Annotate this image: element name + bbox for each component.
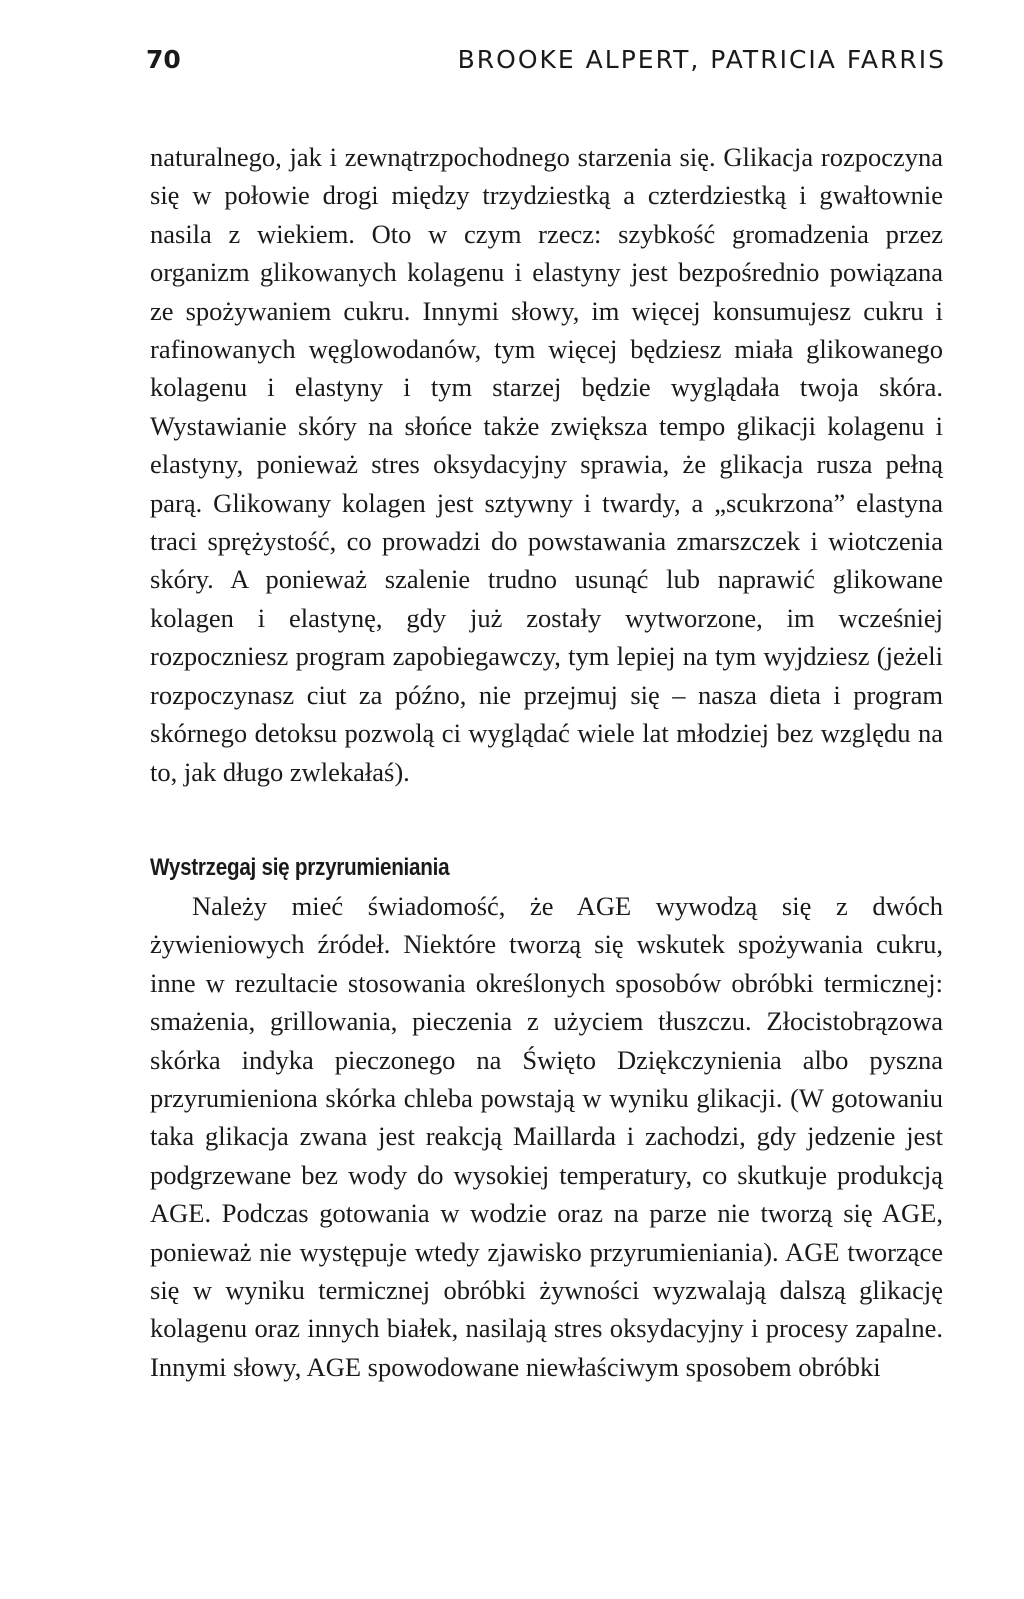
paragraph: Należy mieć świadomość, że AGE wywodzą się z dwóch żywieniowych źródeł. Niektóre tworzą się wskutek spożywania cukru, inne w rezultacie stosowania określonych sposobów obróbki termicznej: smażenia, grillowania, pieczenia z użyciem tłuszczu. Złocistobrązowa skórka indyka pieczonego na Święto Dziękczynienia albo pyszna przyrumieniona skórka chleba powstają w wyniku glikacji. (W gotowaniu taka glikacja zwana jest reakcją Maillarda i zachodzi, gdy jedzenie jest podgrzewane bez wody do wysokiej temperatury, co skutkuje produkcją AGE. Podczas gotowania w wodzie oraz na parze nie tworzą się AGE, ponieważ nie występuje wtedy zjawisko przyrumieniania). AGE tworzące się w wyniku termicznej obróbki żywności wyzwalają dalszą glikację kolagenu oraz innych białek, nasilają stres oksydacyjny i procesy zapalne. Innymi słowy, AGE spowodowane niewłaściwym sposobem obróbki (150, 890, 943, 1382)
running-head (146, 40, 946, 80)
body-text (150, 138, 943, 1386)
section-heading: Wystrzegaj się przyrumieniania (150, 853, 450, 881)
page-number: 70 (146, 45, 181, 74)
paragraph: naturalnego, jak i zewnątrzpochodnego starzenia się. Glikacja rozpoczyna się w połowie drogi między trzydziestką a czterdziestką i gwałtownie nasila z wiekiem. Oto w czym rzecz: szybkość gromadzenia przez organizm glikowanych kolagenu i elastyny jest bezpośrednio powiązana ze spożywaniem cukru. Innymi słowy, im więcej konsumujesz cukru i rafinowanych węglowodanów, tym więcej będziesz miała glikowanego kolagenu i elastyny i tym starzej będzie wyglądała twoja skóra. Wystawianie skóry na słońce także zwiększa tempo glikacji kolagenu i elastyny, ponieważ stres oksydacyjny sprawia, że glikacja rusza pełną parą. Glikowany kolagen jest sztywny i twardy, a „scukrzona” elastyna traci sprężystość, co prowadzi do powstawania zmarszczek i wiotczenia skóry. A ponieważ szalenie trudno usunąć lub naprawić glikowane kolagen i elastynę, gdy już zostały wytworzone, im wcześniej rozpoczniesz program zapobiegawczy, tym lepiej na tym wyjdziesz (jeżeli rozpoczynasz ciut za późno, nie przejmuj się – nasza dieta i program skórnego detoksu pozwolą ci wyglądać wiele lat młodziej bez względu na to, jak długo zwlekałaś). (150, 142, 943, 787)
book-authors: BROOKE ALPERT, PATRICIA FARRIS (457, 45, 946, 74)
